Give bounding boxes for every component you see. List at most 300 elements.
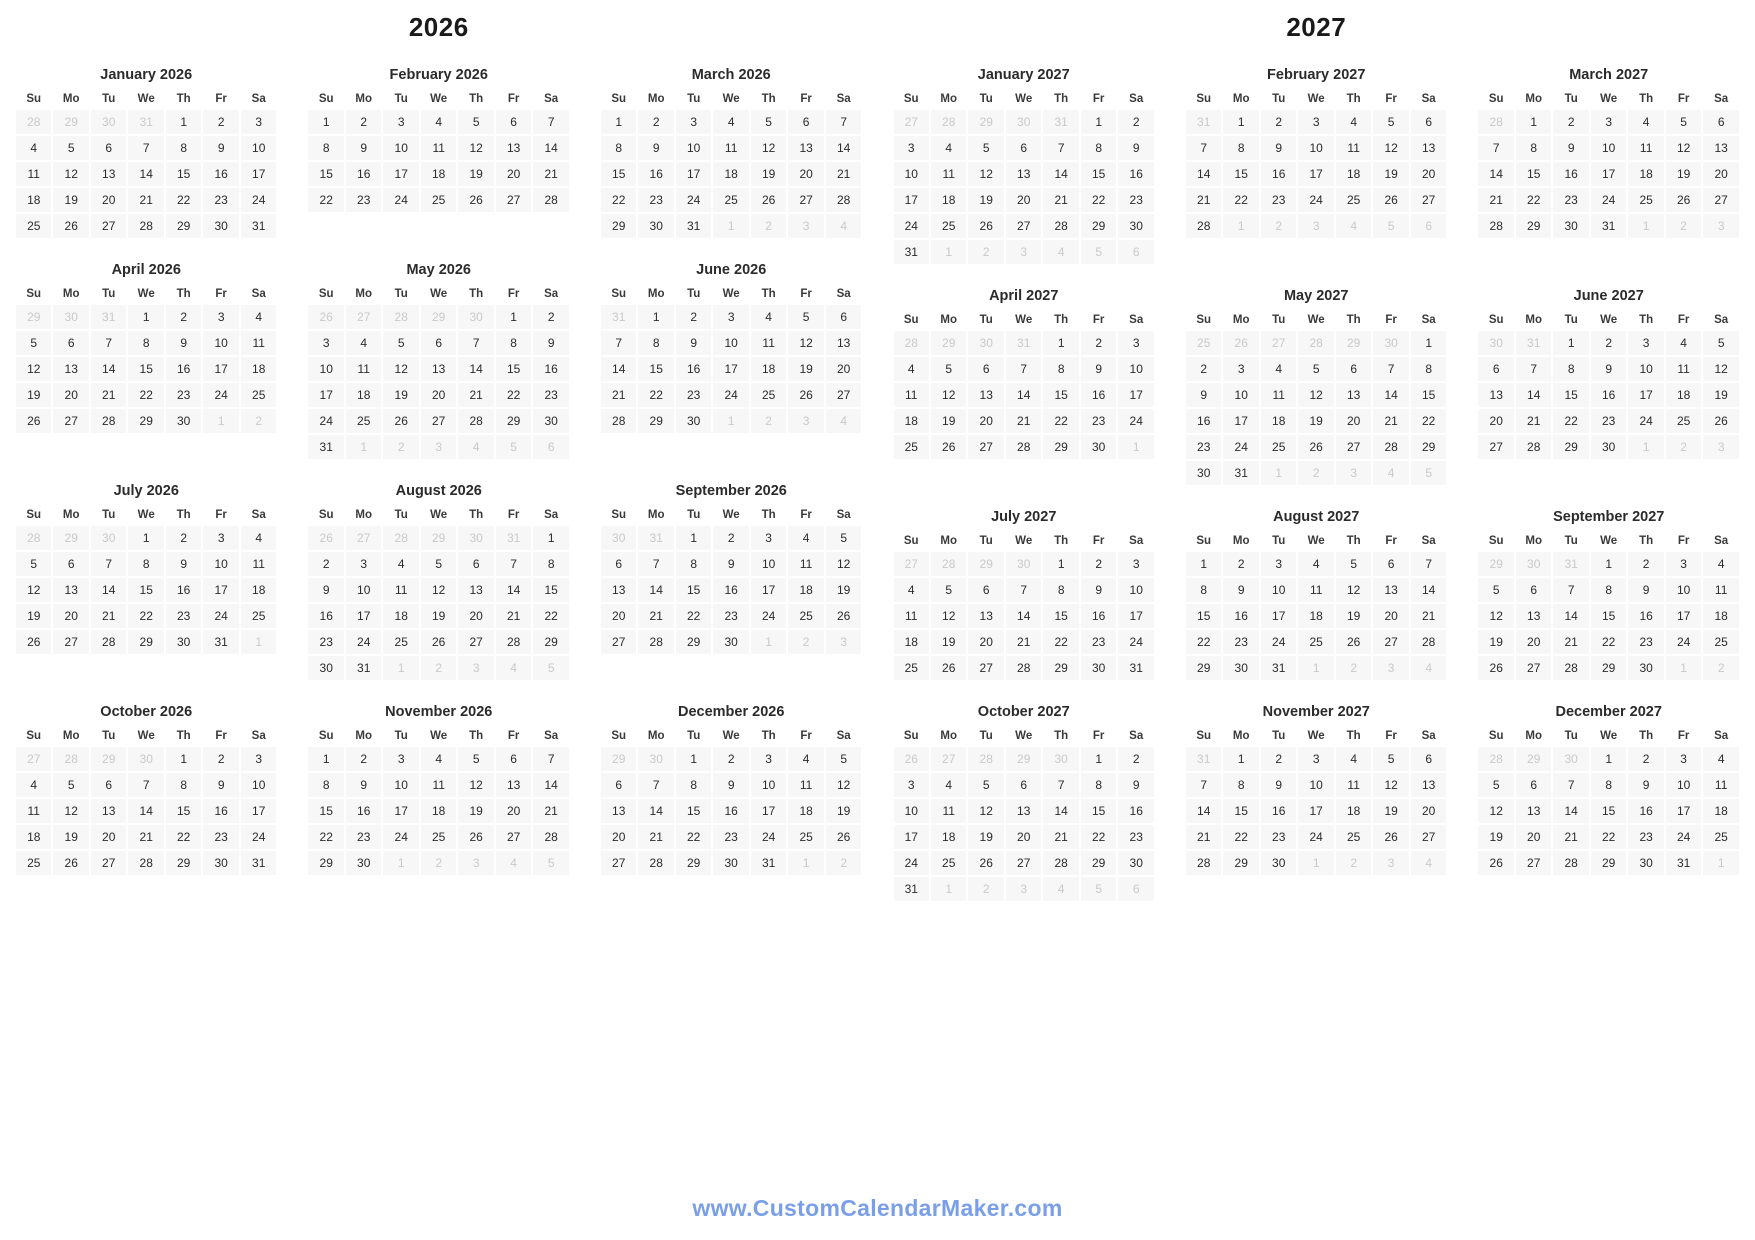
- day-cell[interactable]: 6: [826, 305, 862, 329]
- day-cell[interactable]: 29: [1411, 435, 1447, 459]
- day-cell[interactable]: 11: [931, 799, 966, 823]
- day-cell[interactable]: 1: [1411, 331, 1447, 355]
- day-cell[interactable]: 17: [1298, 799, 1333, 823]
- day-cell-adjacent-month[interactable]: 2: [1336, 656, 1371, 680]
- day-cell[interactable]: 14: [128, 799, 163, 823]
- day-cell[interactable]: 4: [421, 110, 456, 134]
- day-cell-adjacent-month[interactable]: 2: [826, 851, 862, 875]
- day-cell[interactable]: 15: [166, 162, 201, 186]
- day-cell[interactable]: 11: [894, 383, 929, 407]
- day-cell[interactable]: 1: [1223, 110, 1258, 134]
- day-cell[interactable]: 22: [128, 604, 163, 628]
- day-cell[interactable]: 21: [1006, 630, 1041, 654]
- day-cell[interactable]: 17: [1591, 162, 1626, 186]
- day-cell[interactable]: 23: [1118, 825, 1154, 849]
- day-cell-adjacent-month[interactable]: 1: [1628, 435, 1663, 459]
- day-cell[interactable]: 11: [788, 773, 823, 797]
- day-cell[interactable]: 28: [601, 409, 636, 433]
- day-cell[interactable]: 13: [53, 357, 88, 381]
- day-cell[interactable]: 12: [458, 773, 493, 797]
- day-cell[interactable]: 15: [308, 799, 343, 823]
- day-cell[interactable]: 18: [1703, 799, 1739, 823]
- day-cell[interactable]: 2: [346, 110, 381, 134]
- day-cell[interactable]: 16: [1261, 799, 1296, 823]
- day-cell-adjacent-month[interactable]: 3: [421, 435, 456, 459]
- day-cell[interactable]: 22: [638, 383, 673, 407]
- day-cell[interactable]: 15: [676, 578, 711, 602]
- day-cell[interactable]: 5: [16, 552, 51, 576]
- day-cell-adjacent-month[interactable]: 4: [1336, 214, 1371, 238]
- day-cell-adjacent-month[interactable]: 28: [16, 526, 51, 550]
- day-cell[interactable]: 21: [1516, 409, 1551, 433]
- day-cell[interactable]: 26: [53, 214, 88, 238]
- day-cell[interactable]: 14: [91, 578, 126, 602]
- day-cell-adjacent-month[interactable]: 1: [1261, 461, 1296, 485]
- day-cell[interactable]: 26: [931, 656, 966, 680]
- day-cell-adjacent-month[interactable]: 2: [421, 851, 456, 875]
- day-cell[interactable]: 8: [601, 136, 636, 160]
- day-cell[interactable]: 28: [91, 409, 126, 433]
- day-cell[interactable]: 13: [53, 578, 88, 602]
- day-cell[interactable]: 15: [1043, 604, 1078, 628]
- day-cell[interactable]: 24: [1298, 188, 1333, 212]
- day-cell[interactable]: 7: [826, 110, 862, 134]
- day-cell-adjacent-month[interactable]: 4: [1373, 461, 1408, 485]
- day-cell-adjacent-month[interactable]: 28: [383, 305, 418, 329]
- day-cell[interactable]: 26: [383, 409, 418, 433]
- day-cell[interactable]: 3: [1261, 552, 1296, 576]
- day-cell[interactable]: 24: [383, 188, 418, 212]
- day-cell-adjacent-month[interactable]: 2: [1336, 851, 1371, 875]
- day-cell[interactable]: 16: [166, 578, 201, 602]
- day-cell-adjacent-month[interactable]: 2: [751, 409, 786, 433]
- day-cell[interactable]: 1: [1591, 552, 1626, 576]
- day-cell[interactable]: 16: [638, 162, 673, 186]
- day-cell[interactable]: 31: [894, 240, 929, 264]
- day-cell[interactable]: 14: [1411, 578, 1447, 602]
- day-cell[interactable]: 6: [601, 552, 636, 576]
- day-cell[interactable]: 2: [1591, 331, 1626, 355]
- day-cell[interactable]: 14: [496, 578, 531, 602]
- day-cell[interactable]: 21: [128, 188, 163, 212]
- day-cell[interactable]: 29: [1043, 656, 1078, 680]
- day-cell[interactable]: 25: [1703, 825, 1739, 849]
- day-cell[interactable]: 21: [91, 604, 126, 628]
- day-cell[interactable]: 20: [1336, 409, 1371, 433]
- day-cell[interactable]: 10: [1261, 578, 1296, 602]
- day-cell[interactable]: 12: [968, 799, 1003, 823]
- day-cell[interactable]: 17: [241, 162, 277, 186]
- day-cell-adjacent-month[interactable]: 4: [1043, 877, 1078, 901]
- day-cell[interactable]: 18: [894, 630, 929, 654]
- day-cell-adjacent-month[interactable]: 3: [1298, 214, 1333, 238]
- day-cell[interactable]: 14: [91, 357, 126, 381]
- day-cell[interactable]: 15: [166, 799, 201, 823]
- day-cell[interactable]: 20: [496, 799, 531, 823]
- day-cell[interactable]: 4: [931, 773, 966, 797]
- day-cell[interactable]: 11: [421, 136, 456, 160]
- day-cell[interactable]: 16: [676, 357, 711, 381]
- day-cell[interactable]: 17: [894, 825, 929, 849]
- day-cell[interactable]: 8: [166, 136, 201, 160]
- day-cell[interactable]: 29: [1186, 656, 1221, 680]
- day-cell[interactable]: 18: [788, 578, 823, 602]
- day-cell-adjacent-month[interactable]: 1: [383, 656, 418, 680]
- day-cell[interactable]: 8: [1081, 773, 1116, 797]
- day-cell[interactable]: 3: [1666, 552, 1701, 576]
- day-cell[interactable]: 1: [1043, 331, 1078, 355]
- day-cell[interactable]: 6: [1516, 773, 1551, 797]
- day-cell[interactable]: 12: [458, 136, 493, 160]
- day-cell[interactable]: 9: [1118, 773, 1154, 797]
- day-cell[interactable]: 3: [241, 110, 277, 134]
- day-cell[interactable]: 20: [1478, 409, 1513, 433]
- day-cell[interactable]: 26: [1336, 630, 1371, 654]
- day-cell-adjacent-month[interactable]: 2: [788, 630, 823, 654]
- day-cell[interactable]: 14: [1373, 383, 1408, 407]
- day-cell-adjacent-month[interactable]: 2: [1261, 214, 1296, 238]
- day-cell[interactable]: 26: [1373, 825, 1408, 849]
- day-cell[interactable]: 30: [1223, 656, 1258, 680]
- day-cell-adjacent-month[interactable]: 3: [458, 656, 493, 680]
- day-cell-adjacent-month[interactable]: 5: [1081, 877, 1116, 901]
- day-cell[interactable]: 11: [346, 357, 381, 381]
- day-cell[interactable]: 1: [1081, 747, 1116, 771]
- day-cell[interactable]: 23: [1118, 188, 1154, 212]
- day-cell[interactable]: 14: [601, 357, 636, 381]
- day-cell[interactable]: 28: [128, 851, 163, 875]
- day-cell[interactable]: 12: [1703, 357, 1739, 381]
- day-cell[interactable]: 23: [166, 383, 201, 407]
- day-cell[interactable]: 18: [1336, 162, 1371, 186]
- day-cell[interactable]: 1: [166, 110, 201, 134]
- day-cell[interactable]: 27: [421, 409, 456, 433]
- day-cell[interactable]: 25: [1666, 409, 1701, 433]
- day-cell[interactable]: 25: [241, 383, 277, 407]
- day-cell[interactable]: 30: [713, 630, 748, 654]
- day-cell[interactable]: 17: [1298, 162, 1333, 186]
- day-cell[interactable]: 17: [308, 383, 343, 407]
- day-cell[interactable]: 27: [1411, 825, 1447, 849]
- day-cell[interactable]: 16: [1591, 383, 1626, 407]
- day-cell[interactable]: 28: [1373, 435, 1408, 459]
- day-cell[interactable]: 17: [383, 162, 418, 186]
- day-cell[interactable]: 25: [1298, 630, 1333, 654]
- day-cell[interactable]: 12: [1478, 604, 1513, 628]
- day-cell[interactable]: 3: [1628, 331, 1663, 355]
- day-cell[interactable]: 22: [1591, 630, 1626, 654]
- day-cell-adjacent-month[interactable]: 28: [1478, 747, 1513, 771]
- day-cell[interactable]: 29: [676, 630, 711, 654]
- day-cell-adjacent-month[interactable]: 27: [346, 526, 381, 550]
- day-cell[interactable]: 17: [1118, 383, 1154, 407]
- day-cell[interactable]: 19: [1478, 630, 1513, 654]
- day-cell[interactable]: 13: [601, 799, 636, 823]
- day-cell[interactable]: 4: [1628, 110, 1663, 134]
- day-cell[interactable]: 20: [91, 825, 126, 849]
- day-cell[interactable]: 16: [1118, 162, 1154, 186]
- day-cell[interactable]: 12: [53, 799, 88, 823]
- day-cell[interactable]: 4: [713, 110, 748, 134]
- day-cell[interactable]: 13: [601, 578, 636, 602]
- day-cell[interactable]: 14: [1043, 162, 1078, 186]
- day-cell[interactable]: 21: [1553, 630, 1588, 654]
- day-cell-adjacent-month[interactable]: 2: [383, 435, 418, 459]
- day-cell-adjacent-month[interactable]: 30: [968, 331, 1003, 355]
- day-cell[interactable]: 15: [128, 357, 163, 381]
- day-cell[interactable]: 8: [676, 773, 711, 797]
- day-cell[interactable]: 1: [533, 526, 569, 550]
- day-cell[interactable]: 18: [16, 188, 51, 212]
- day-cell[interactable]: 28: [1553, 656, 1588, 680]
- day-cell[interactable]: 12: [931, 383, 966, 407]
- day-cell[interactable]: 7: [1006, 578, 1041, 602]
- day-cell-adjacent-month[interactable]: 5: [1411, 461, 1447, 485]
- day-cell-adjacent-month[interactable]: 29: [421, 305, 456, 329]
- day-cell[interactable]: 14: [533, 136, 569, 160]
- day-cell[interactable]: 21: [533, 162, 569, 186]
- day-cell[interactable]: 18: [931, 188, 966, 212]
- day-cell[interactable]: 19: [1298, 409, 1333, 433]
- day-cell[interactable]: 14: [1186, 162, 1221, 186]
- day-cell[interactable]: 26: [1478, 851, 1513, 875]
- day-cell[interactable]: 11: [788, 552, 823, 576]
- day-cell[interactable]: 20: [496, 162, 531, 186]
- day-cell-adjacent-month[interactable]: 2: [968, 240, 1003, 264]
- day-cell[interactable]: 1: [601, 110, 636, 134]
- day-cell-adjacent-month[interactable]: 1: [383, 851, 418, 875]
- day-cell[interactable]: 11: [421, 773, 456, 797]
- day-cell[interactable]: 13: [968, 383, 1003, 407]
- day-cell[interactable]: 4: [16, 136, 51, 160]
- day-cell-adjacent-month[interactable]: 28: [1478, 110, 1513, 134]
- day-cell[interactable]: 27: [53, 409, 88, 433]
- day-cell[interactable]: 21: [638, 604, 673, 628]
- day-cell-adjacent-month[interactable]: 3: [1703, 214, 1739, 238]
- day-cell[interactable]: 11: [1666, 357, 1701, 381]
- day-cell[interactable]: 22: [1553, 409, 1588, 433]
- day-cell[interactable]: 19: [1373, 162, 1408, 186]
- day-cell[interactable]: 6: [1411, 747, 1447, 771]
- day-cell[interactable]: 7: [1478, 136, 1513, 160]
- day-cell[interactable]: 31: [894, 877, 929, 901]
- day-cell[interactable]: 3: [1118, 331, 1154, 355]
- day-cell[interactable]: 5: [16, 331, 51, 355]
- day-cell[interactable]: 27: [1336, 435, 1371, 459]
- day-cell[interactable]: 19: [788, 357, 823, 381]
- day-cell[interactable]: 15: [128, 578, 163, 602]
- day-cell[interactable]: 27: [1478, 435, 1513, 459]
- day-cell-adjacent-month[interactable]: 3: [1373, 656, 1408, 680]
- day-cell-adjacent-month[interactable]: 4: [1411, 656, 1447, 680]
- day-cell[interactable]: 27: [601, 630, 636, 654]
- day-cell-adjacent-month[interactable]: 26: [894, 747, 929, 771]
- day-cell[interactable]: 9: [1628, 773, 1663, 797]
- day-cell[interactable]: 6: [1703, 110, 1739, 134]
- day-cell[interactable]: 7: [128, 773, 163, 797]
- day-cell[interactable]: 9: [203, 136, 238, 160]
- day-cell[interactable]: 23: [1186, 435, 1221, 459]
- day-cell[interactable]: 15: [1081, 799, 1116, 823]
- day-cell[interactable]: 25: [1336, 188, 1371, 212]
- day-cell-adjacent-month[interactable]: 2: [751, 214, 786, 238]
- day-cell[interactable]: 25: [751, 383, 786, 407]
- day-cell[interactable]: 18: [713, 162, 748, 186]
- day-cell-adjacent-month[interactable]: 30: [1043, 747, 1078, 771]
- day-cell[interactable]: 3: [751, 526, 786, 550]
- day-cell[interactable]: 20: [1411, 162, 1447, 186]
- day-cell[interactable]: 17: [751, 799, 786, 823]
- day-cell[interactable]: 24: [894, 851, 929, 875]
- day-cell[interactable]: 4: [1703, 552, 1739, 576]
- day-cell[interactable]: 1: [1223, 747, 1258, 771]
- day-cell[interactable]: 30: [166, 630, 201, 654]
- day-cell[interactable]: 6: [53, 331, 88, 355]
- day-cell[interactable]: 23: [1081, 630, 1116, 654]
- day-cell[interactable]: 25: [241, 604, 277, 628]
- day-cell[interactable]: 8: [496, 331, 531, 355]
- day-cell[interactable]: 4: [346, 331, 381, 355]
- day-cell[interactable]: 6: [788, 110, 823, 134]
- day-cell[interactable]: 21: [1006, 409, 1041, 433]
- day-cell[interactable]: 30: [1628, 851, 1663, 875]
- day-cell[interactable]: 13: [496, 773, 531, 797]
- day-cell[interactable]: 25: [788, 825, 823, 849]
- day-cell[interactable]: 21: [1186, 188, 1221, 212]
- day-cell[interactable]: 15: [1411, 383, 1447, 407]
- day-cell[interactable]: 15: [308, 162, 343, 186]
- day-cell[interactable]: 15: [1591, 799, 1626, 823]
- day-cell[interactable]: 26: [826, 825, 862, 849]
- day-cell[interactable]: 9: [1553, 136, 1588, 160]
- day-cell[interactable]: 28: [533, 825, 569, 849]
- day-cell[interactable]: 30: [713, 851, 748, 875]
- day-cell[interactable]: 20: [458, 604, 493, 628]
- day-cell[interactable]: 14: [1006, 604, 1041, 628]
- day-cell[interactable]: 23: [676, 383, 711, 407]
- day-cell[interactable]: 6: [1478, 357, 1513, 381]
- day-cell[interactable]: 28: [91, 630, 126, 654]
- day-cell[interactable]: 5: [1478, 578, 1513, 602]
- day-cell[interactable]: 5: [1703, 331, 1739, 355]
- day-cell[interactable]: 30: [1261, 851, 1296, 875]
- day-cell[interactable]: 30: [346, 851, 381, 875]
- day-cell[interactable]: 30: [1186, 461, 1221, 485]
- day-cell[interactable]: 15: [1223, 162, 1258, 186]
- day-cell[interactable]: 7: [1516, 357, 1551, 381]
- day-cell[interactable]: 3: [383, 747, 418, 771]
- day-cell[interactable]: 13: [496, 136, 531, 160]
- day-cell[interactable]: 23: [1261, 825, 1296, 849]
- day-cell[interactable]: 13: [91, 799, 126, 823]
- day-cell-adjacent-month[interactable]: 29: [53, 526, 88, 550]
- day-cell[interactable]: 30: [533, 409, 569, 433]
- day-cell[interactable]: 29: [1591, 656, 1626, 680]
- day-cell[interactable]: 7: [1043, 136, 1078, 160]
- day-cell[interactable]: 21: [1553, 825, 1588, 849]
- day-cell[interactable]: 11: [1336, 136, 1371, 160]
- day-cell[interactable]: 10: [1298, 136, 1333, 160]
- day-cell[interactable]: 6: [968, 357, 1003, 381]
- day-cell[interactable]: 13: [968, 604, 1003, 628]
- day-cell-adjacent-month[interactable]: 25: [1186, 331, 1221, 355]
- day-cell[interactable]: 21: [1186, 825, 1221, 849]
- day-cell-adjacent-month[interactable]: 1: [241, 630, 277, 654]
- day-cell[interactable]: 16: [713, 799, 748, 823]
- day-cell[interactable]: 30: [1591, 435, 1626, 459]
- day-cell-adjacent-month[interactable]: 2: [421, 656, 456, 680]
- day-cell[interactable]: 11: [1298, 578, 1333, 602]
- day-cell[interactable]: 27: [1373, 630, 1408, 654]
- day-cell-adjacent-month[interactable]: 27: [16, 747, 51, 771]
- day-cell[interactable]: 31: [1118, 656, 1154, 680]
- day-cell[interactable]: 23: [346, 188, 381, 212]
- day-cell-adjacent-month[interactable]: 4: [826, 409, 862, 433]
- day-cell[interactable]: 4: [1298, 552, 1333, 576]
- day-cell[interactable]: 19: [931, 409, 966, 433]
- day-cell[interactable]: 21: [496, 604, 531, 628]
- day-cell[interactable]: 13: [91, 162, 126, 186]
- day-cell[interactable]: 3: [241, 747, 277, 771]
- day-cell[interactable]: 16: [346, 799, 381, 823]
- day-cell[interactable]: 29: [1516, 214, 1551, 238]
- day-cell[interactable]: 26: [1298, 435, 1333, 459]
- day-cell[interactable]: 11: [241, 331, 277, 355]
- day-cell[interactable]: 27: [1703, 188, 1739, 212]
- day-cell[interactable]: 12: [383, 357, 418, 381]
- day-cell[interactable]: 14: [1478, 162, 1513, 186]
- day-cell[interactable]: 8: [1223, 136, 1258, 160]
- day-cell[interactable]: 29: [638, 409, 673, 433]
- day-cell[interactable]: 4: [241, 305, 277, 329]
- day-cell[interactable]: 2: [1628, 747, 1663, 771]
- day-cell-adjacent-month[interactable]: 31: [601, 305, 636, 329]
- day-cell[interactable]: 6: [1006, 136, 1041, 160]
- day-cell[interactable]: 1: [1516, 110, 1551, 134]
- day-cell-adjacent-month[interactable]: 6: [1118, 240, 1154, 264]
- day-cell[interactable]: 31: [346, 656, 381, 680]
- day-cell[interactable]: 17: [203, 357, 238, 381]
- day-cell[interactable]: 3: [346, 552, 381, 576]
- day-cell[interactable]: 4: [788, 747, 823, 771]
- day-cell[interactable]: 11: [894, 604, 929, 628]
- day-cell[interactable]: 19: [421, 604, 456, 628]
- day-cell[interactable]: 25: [1336, 825, 1371, 849]
- day-cell[interactable]: 16: [166, 357, 201, 381]
- day-cell-adjacent-month[interactable]: 29: [1336, 331, 1371, 355]
- day-cell[interactable]: 8: [308, 136, 343, 160]
- day-cell-adjacent-month[interactable]: 27: [346, 305, 381, 329]
- day-cell[interactable]: 9: [203, 773, 238, 797]
- day-cell-adjacent-month[interactable]: 31: [1516, 331, 1551, 355]
- day-cell[interactable]: 14: [128, 162, 163, 186]
- day-cell[interactable]: 2: [203, 747, 238, 771]
- day-cell[interactable]: 26: [751, 188, 786, 212]
- day-cell-adjacent-month[interactable]: 26: [1223, 331, 1258, 355]
- day-cell[interactable]: 20: [1411, 799, 1447, 823]
- day-cell[interactable]: 6: [496, 747, 531, 771]
- day-cell[interactable]: 11: [1261, 383, 1296, 407]
- day-cell[interactable]: 7: [601, 331, 636, 355]
- day-cell[interactable]: 29: [166, 214, 201, 238]
- day-cell-adjacent-month[interactable]: 29: [1006, 747, 1041, 771]
- day-cell-adjacent-month[interactable]: 28: [383, 526, 418, 550]
- day-cell[interactable]: 19: [53, 825, 88, 849]
- day-cell[interactable]: 1: [1081, 110, 1116, 134]
- day-cell-adjacent-month[interactable]: 1: [931, 877, 966, 901]
- day-cell[interactable]: 27: [91, 851, 126, 875]
- day-cell[interactable]: 11: [16, 799, 51, 823]
